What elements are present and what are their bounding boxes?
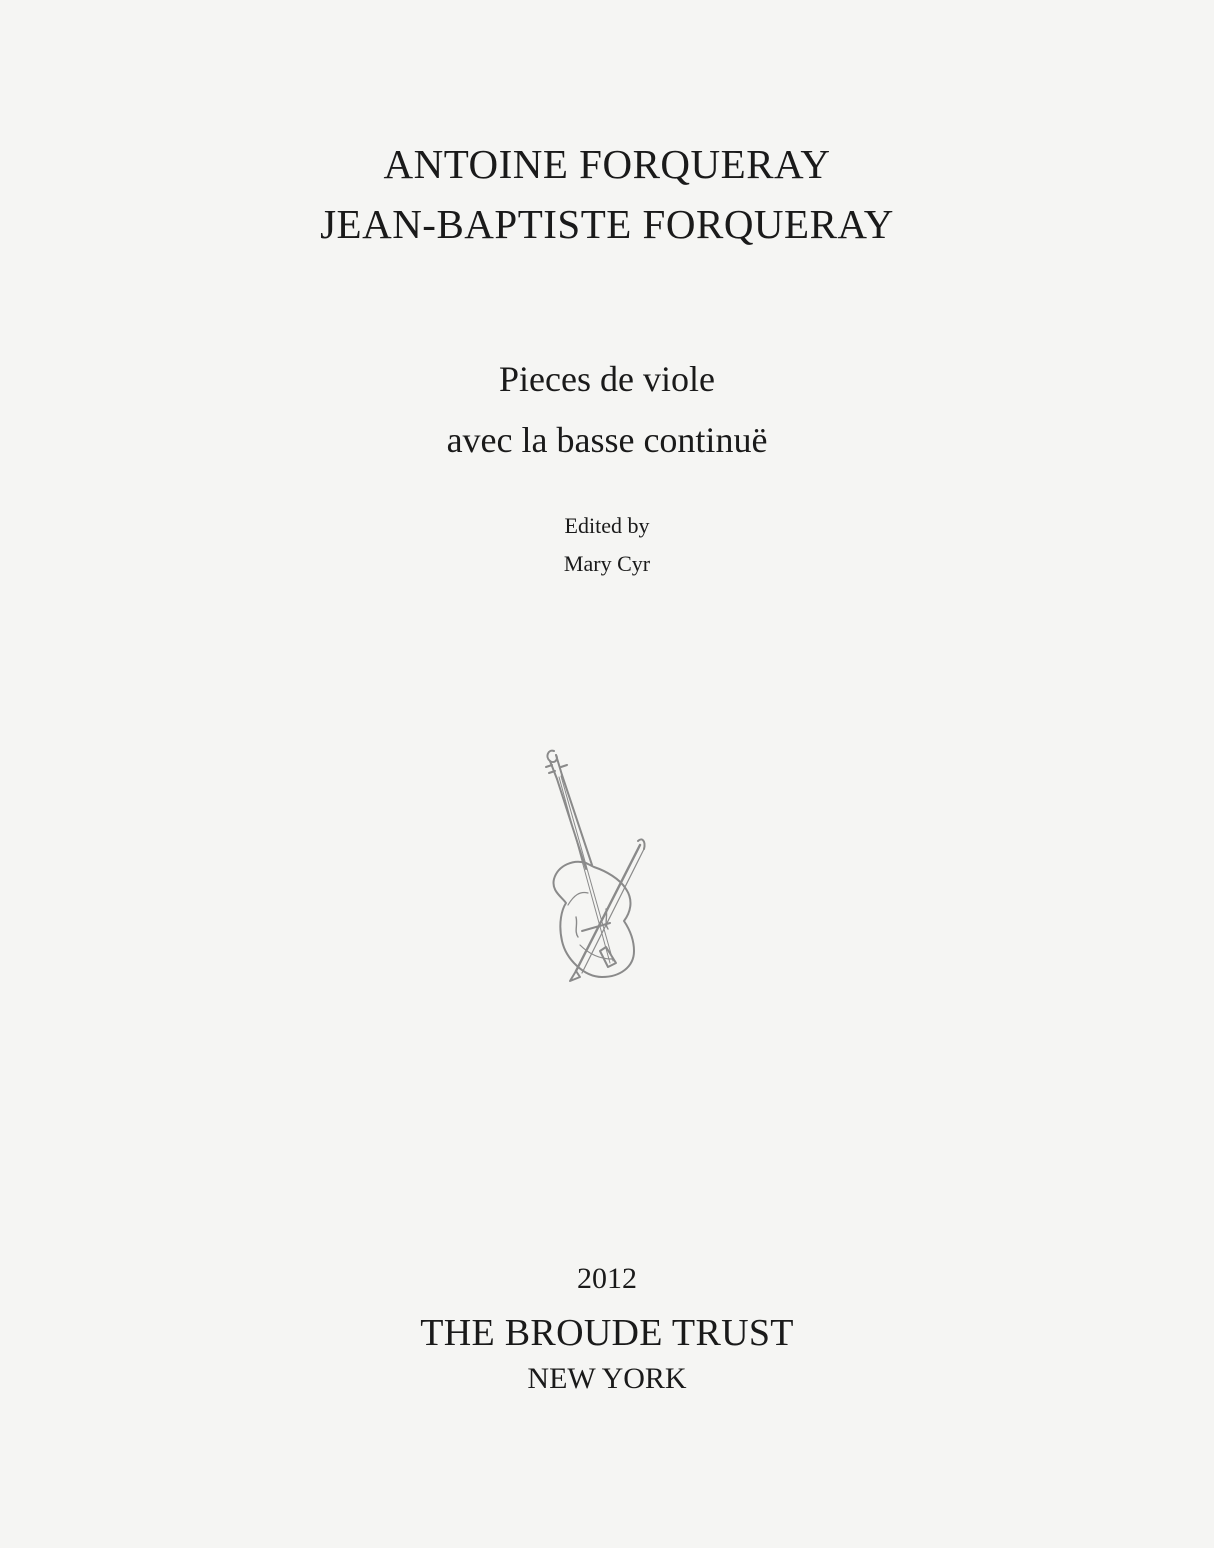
publisher-city: NEW YORK xyxy=(527,1362,687,1395)
composer-name: JEAN-BAPTISTE FORQUERAY xyxy=(320,201,894,247)
publisher-name: THE BROUDE TRUST xyxy=(420,1312,794,1354)
viol-and-bow-icon xyxy=(540,745,670,985)
work-title: Pieces de viole xyxy=(499,359,715,399)
publication-year: 2012 xyxy=(577,1262,637,1295)
composer-name: ANTOINE FORQUERAY xyxy=(383,141,831,187)
editor-name: Mary Cyr xyxy=(563,551,651,576)
work-subtitle: avec la basse continuë xyxy=(446,420,768,460)
editor-label: Edited by xyxy=(564,513,650,538)
